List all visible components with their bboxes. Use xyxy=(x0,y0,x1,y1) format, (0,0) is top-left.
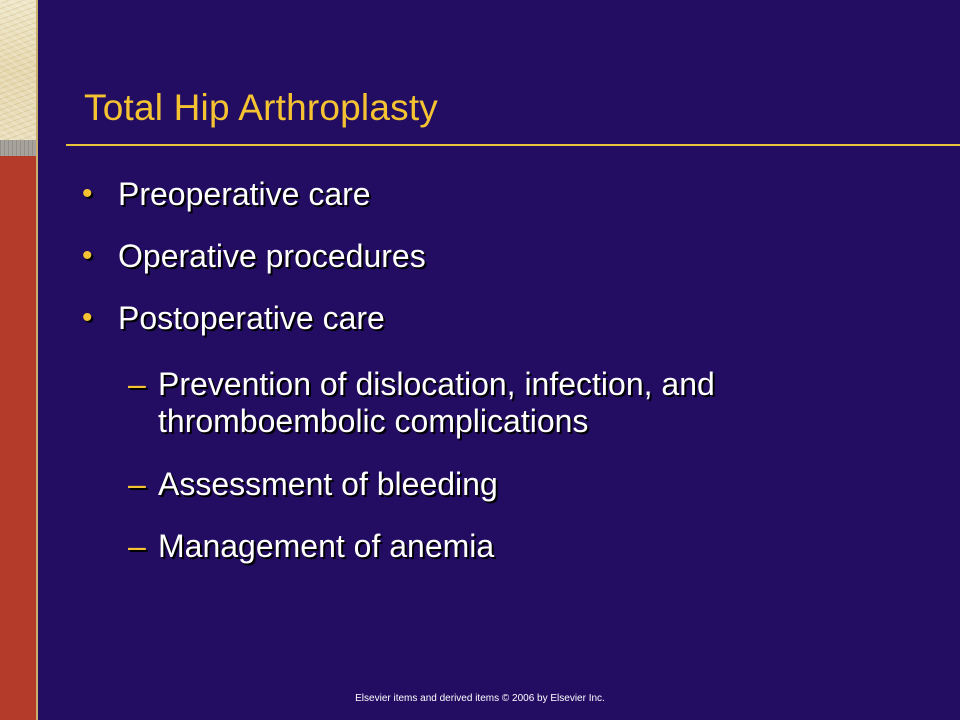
bullet-text: Operative procedures xyxy=(118,238,426,274)
sub-bullet-marker: – xyxy=(128,366,146,402)
sub-bullet-text: Assessment of bleeding xyxy=(158,466,498,502)
copyright-footer: Elsevier items and derived items © 2006 by Elsevier Inc. xyxy=(355,693,605,704)
bullet-marker: • xyxy=(82,301,93,334)
bullet-text: Postoperative care xyxy=(118,300,385,336)
sub-bullet-text: Management of anemia xyxy=(158,528,495,564)
sub-bullet-marker: – xyxy=(128,528,146,564)
slide-title: Total Hip Arthroplasty xyxy=(84,87,439,128)
bullet-marker: • xyxy=(82,177,93,210)
bullet-marker: • xyxy=(82,239,93,272)
sub-bullet-marker: – xyxy=(128,466,146,502)
sub-bullet-text-line2: thromboembolic complications xyxy=(158,403,589,439)
sub-bullet-continuation xyxy=(158,403,588,439)
bullet-text: Preoperative care xyxy=(118,176,371,212)
sub-bullet-text: Prevention of dislocation, infection, and xyxy=(158,366,715,402)
